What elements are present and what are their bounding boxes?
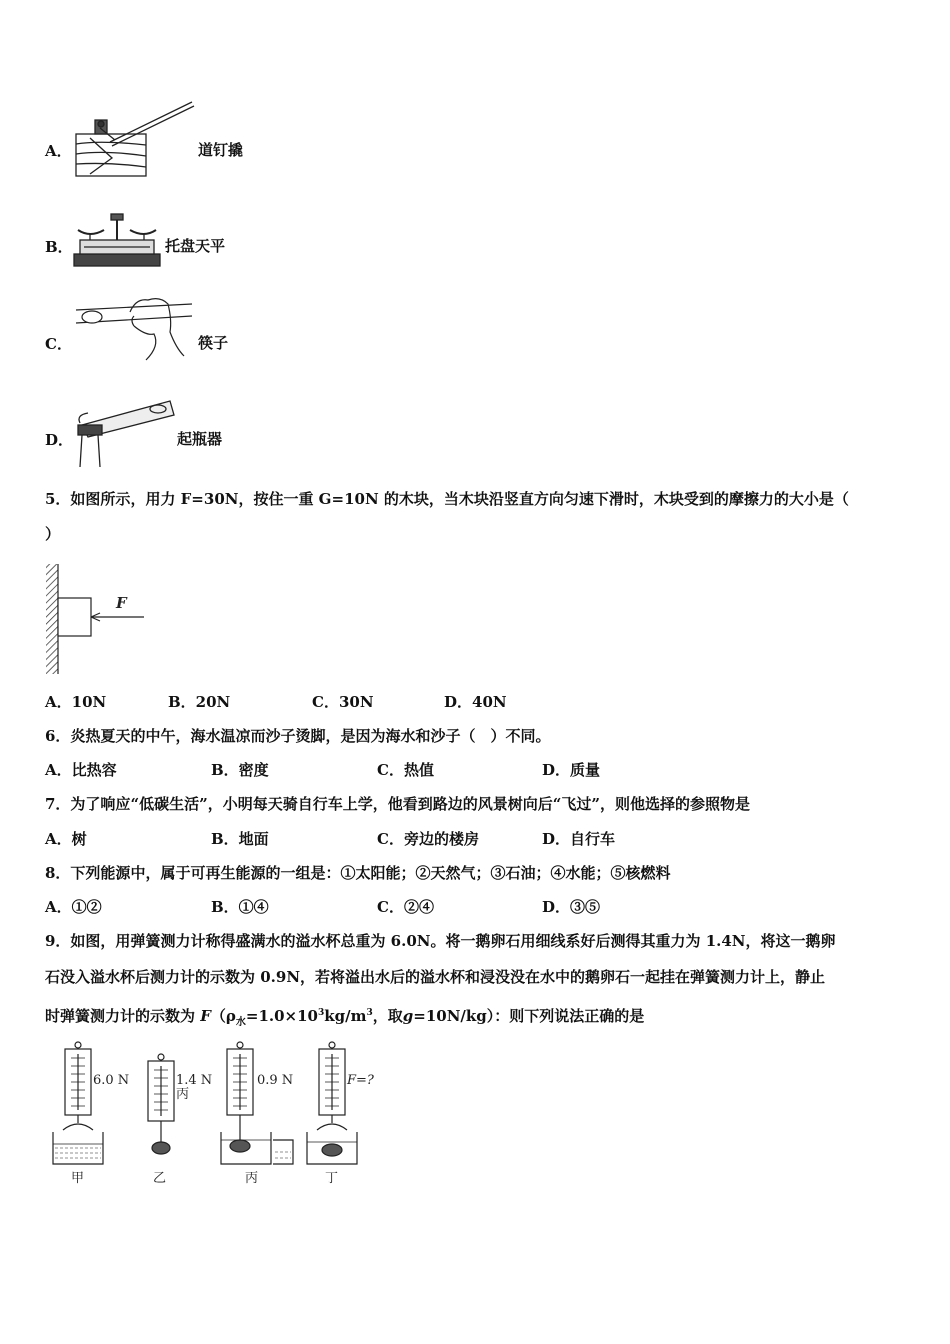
spring-scale-2 xyxy=(148,1054,174,1154)
option-d: D．40N xyxy=(444,693,507,711)
option-a: A．树 xyxy=(45,830,87,848)
option-a: A．10N xyxy=(45,693,107,711)
caption-ding: 丁 xyxy=(325,1171,339,1186)
chopsticks-image xyxy=(72,290,197,365)
option-a: A．①② xyxy=(45,898,102,916)
caption-bing: 丙 xyxy=(245,1171,259,1186)
wall xyxy=(46,564,58,674)
reading-3: 0.9 N xyxy=(257,1073,294,1088)
spike-puller-image xyxy=(70,98,200,183)
question-text-line3: 时弹簧测力计的示数为 $F(\rho_水=1.0\times 10^3kg/m^3$，取g=10N/kg）：则下列说法正确的是 xyxy=(45,1007,645,1028)
reading-4: F=? xyxy=(347,1073,374,1088)
block xyxy=(58,598,91,636)
option-letter: B． xyxy=(45,238,73,256)
spring-scale-experiment-figure xyxy=(45,1040,395,1190)
bottle-opener-image xyxy=(70,395,180,470)
spring-scale-1 xyxy=(53,1042,103,1164)
option-d: D．自行车 xyxy=(542,830,616,848)
tray-balance-image xyxy=(70,210,165,270)
question-text: 6．炎热夏天的中午，海水温凉而沙子烫脚，是因为海水和沙子（ ）不同。 xyxy=(45,727,551,745)
option-b: B．20N xyxy=(168,693,231,711)
option-d: D．质量 xyxy=(542,761,601,779)
question-text-cont: ） xyxy=(45,525,61,543)
question-text: 7．为了响应“低碳生活”，小明每天骑自行车上学，他看到路边的风景树向后“飞过”，则他选择的参照物是 xyxy=(45,795,750,813)
option-letter: D． xyxy=(45,431,74,449)
option-caption: 道钉撬 xyxy=(198,141,244,159)
option-c: C．旁边的楼房 xyxy=(377,830,479,848)
reading-2-extra-label: 丙 xyxy=(176,1087,190,1102)
option-caption: 筷子 xyxy=(198,334,229,352)
option-caption: 起瓶器 xyxy=(177,430,223,448)
option-letter: C． xyxy=(45,335,72,353)
option-b: B．①④ xyxy=(211,898,269,916)
question-text-line1: 9．如图，用弹簧测力计称得盛满水的溢水杯总重为 6.0N。将一鹅卵石用细线系好后测得其重力为 1.4N，将这一鹅卵 xyxy=(45,932,836,950)
option-d: D．③⑤ xyxy=(542,898,601,916)
reading-1: 6.0 N xyxy=(93,1073,130,1088)
option-c: C．热值 xyxy=(377,761,434,779)
option-b: B．地面 xyxy=(211,830,269,848)
option-a: A．比热容 xyxy=(45,761,117,779)
caption-jia: 甲 xyxy=(71,1171,85,1186)
spring-scale-3 xyxy=(221,1042,293,1164)
option-letter: A． xyxy=(45,142,72,160)
spring-scale-4 xyxy=(307,1042,357,1164)
force-label: F xyxy=(116,594,127,612)
caption-yi: 乙 xyxy=(153,1171,167,1186)
question-text: 8．下列能源中，属于可再生能源的一组是：①太阳能；②天然气；③石油；④水能；⑤核燃料 xyxy=(45,864,671,882)
question-text: 5．如图所示，用力 F=30N，按住一重 G=10N 的木块，当木块沿竖直方向匀速下滑时，木块受到的摩擦力的大小是（ xyxy=(45,490,849,508)
reading-2: 1.4 N xyxy=(176,1073,213,1088)
option-b: B．密度 xyxy=(211,761,269,779)
option-caption: 托盘天平 xyxy=(165,237,226,255)
option-c: C．②④ xyxy=(377,898,434,916)
wall-block-force-diagram xyxy=(44,562,154,677)
option-c: C．30N xyxy=(312,693,374,711)
question-text-line2: 石没入溢水杯后测力计的示数为 0.9N，若将溢出水后的溢水杯和浸没没在水中的鹅卵石一起挂在弹簧测力计上，静止 xyxy=(45,968,826,986)
